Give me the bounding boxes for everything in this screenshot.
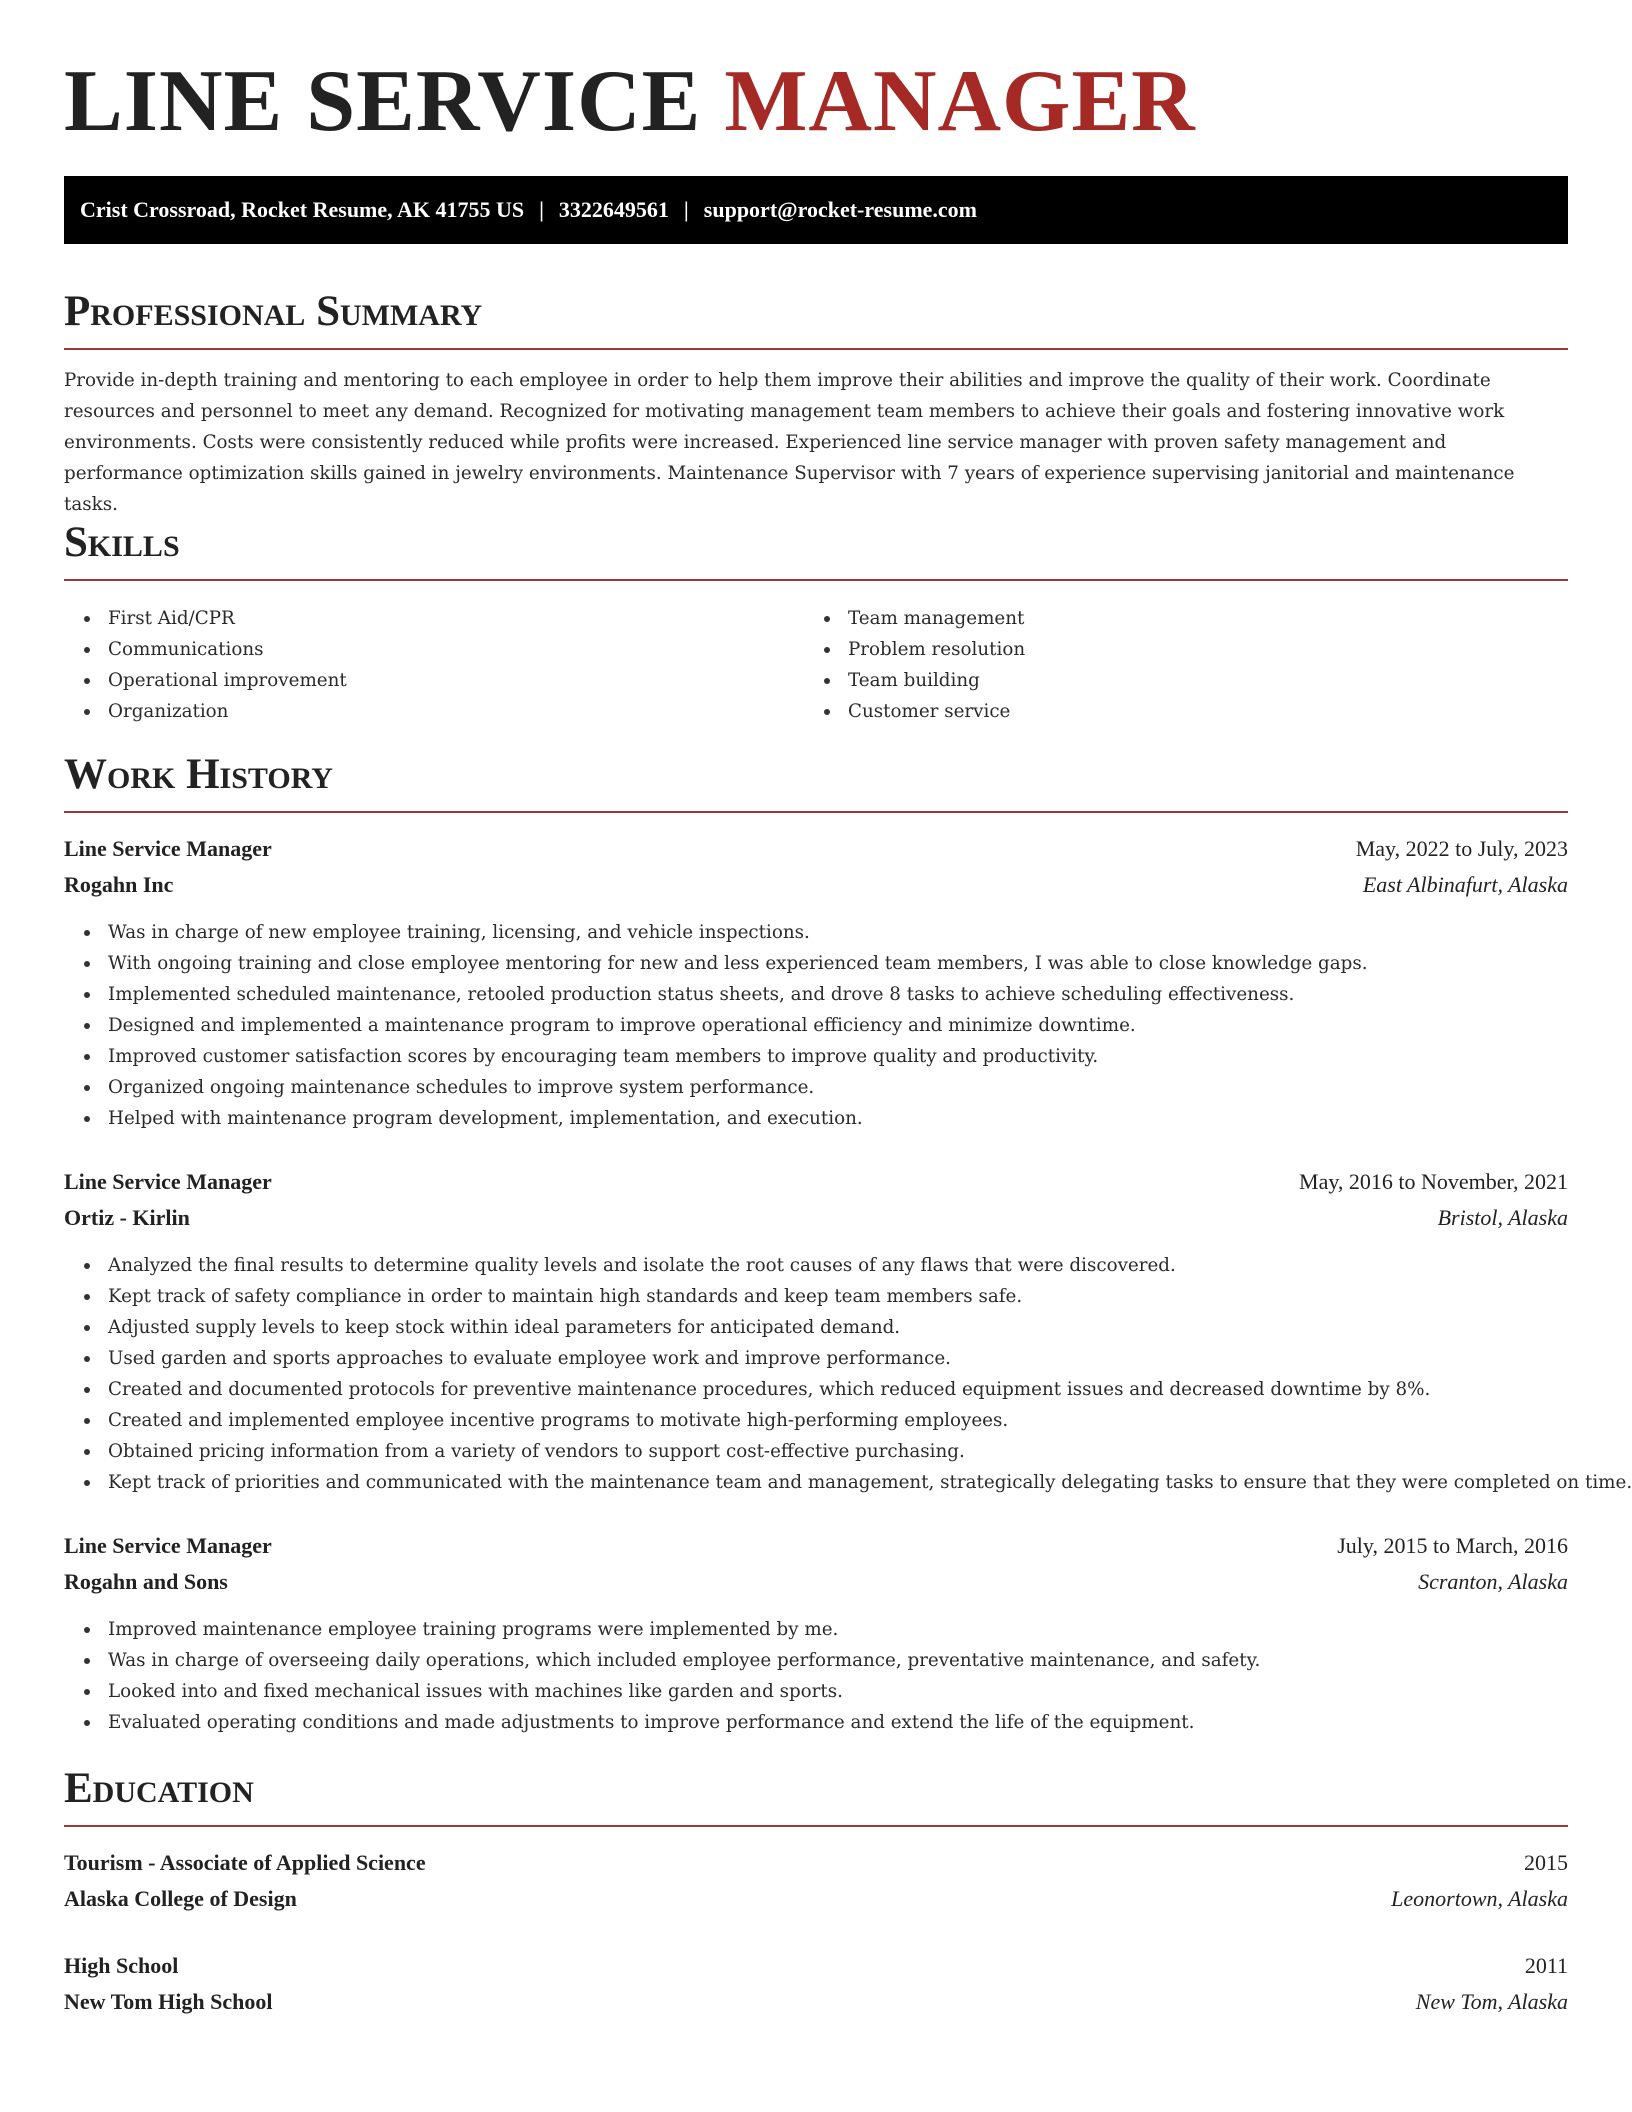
job-bullet: Adjusted supply levels to keep stock within ideal parameters for anticipated demand. bbox=[64, 1312, 1568, 1343]
skill-item: Team management bbox=[804, 603, 1504, 634]
job-bullet: Improved maintenance employee training programs were implemented by me. bbox=[64, 1614, 1568, 1645]
job-bullet: Kept track of priorities and communicated with the maintenance team and management, strategically delegating tasks to ensure that they were completed on time. bbox=[64, 1467, 1568, 1498]
skill-item: First Aid/CPR bbox=[64, 603, 764, 634]
job-location: Bristol, Alaska bbox=[1437, 1205, 1568, 1230]
work-history-heading: Work History bbox=[64, 751, 333, 798]
job-location: East Albinafurt, Alaska bbox=[1362, 872, 1568, 897]
education-degree: Tourism - Associate of Applied Science bbox=[64, 1850, 426, 1875]
title-primary: LINE SERVICE bbox=[64, 53, 702, 150]
contact-address: Crist Crossroad, Rocket Resume, AK 41755 US bbox=[80, 197, 525, 222]
job-header bbox=[64, 1528, 1568, 1600]
job-bullet: With ongoing training and close employee mentoring for new and less experienced team members, I was able to close knowledge gaps. bbox=[64, 948, 1568, 979]
job-company: Rogahn and Sons bbox=[64, 1569, 228, 1594]
job-location: Scranton, Alaska bbox=[1418, 1569, 1568, 1594]
job-bullets bbox=[64, 1614, 1568, 1738]
skill-item: Organization bbox=[64, 696, 764, 727]
job-bullet: Created and documented protocols for preventive maintenance procedures, which reduced equipment issues and decreased downtime by 8%. bbox=[64, 1374, 1568, 1405]
education-location: Leonortown, Alaska bbox=[1391, 1886, 1568, 1911]
skill-item: Communications bbox=[64, 634, 764, 665]
summary-text: Provide in-depth training and mentoring to each employee in order to help them improve their abilities and improve the quality of their work. Coordinate resources and personnel to meet any demand. Recognized for motivating management team members to achieve their goals and fostering innovative work environments. Costs were consistently reduced while profits were increased. Experienced line service manager with proven safety management and performance optimization skills gained in jewelry environments. Maintenance Supervisor with 7 years of experience supervising janitorial and maintenance tasks. bbox=[64, 370, 1515, 515]
job-bullet: Organized ongoing maintenance schedules to improve system performance. bbox=[64, 1072, 1568, 1103]
job-bullet: Evaluated operating conditions and made adjustments to improve performance and extend the life of the equipment. bbox=[64, 1707, 1568, 1738]
job-bullet: Helped with maintenance program development, implementation, and execution. bbox=[64, 1103, 1568, 1134]
job-title: Line Service Manager bbox=[64, 1533, 272, 1558]
job-title: Line Service Manager bbox=[64, 1169, 272, 1194]
job-bullet: Looked into and fixed mechanical issues with machines like garden and sports. bbox=[64, 1676, 1568, 1707]
education-entry bbox=[64, 1948, 1568, 2020]
education-year: 2015 bbox=[1524, 1850, 1568, 1875]
job-bullets bbox=[64, 917, 1568, 1134]
job-company: Ortiz - Kirlin bbox=[64, 1205, 190, 1230]
job-bullet: Kept track of safety compliance in order to maintain high standards and keep team members safe. bbox=[64, 1281, 1568, 1312]
section-divider bbox=[64, 579, 1568, 581]
education-school: New Tom High School bbox=[64, 1989, 273, 2014]
job-bullet: Designed and implemented a maintenance program to improve operational efficiency and minimize downtime. bbox=[64, 1010, 1568, 1041]
job-header bbox=[64, 1164, 1568, 1236]
job-bullet: Improved customer satisfaction scores by encouraging team members to improve quality and productivity. bbox=[64, 1041, 1568, 1072]
contact-bar bbox=[64, 176, 1568, 244]
job-title: Line Service Manager bbox=[64, 836, 272, 861]
skills-list-left bbox=[64, 603, 764, 727]
job-bullet: Was in charge of overseeing daily operations, which included employee performance, preventative maintenance, and safety. bbox=[64, 1645, 1568, 1676]
education-entry bbox=[64, 1845, 1568, 1917]
job-header bbox=[64, 831, 1568, 903]
job-company: Rogahn Inc bbox=[64, 872, 174, 897]
skill-item: Problem resolution bbox=[804, 634, 1504, 665]
skill-item: Customer service bbox=[804, 696, 1504, 727]
resume-title bbox=[64, 52, 1196, 152]
job-bullets bbox=[64, 1250, 1632, 1498]
section-divider bbox=[64, 811, 1568, 813]
education-heading: Education bbox=[64, 1765, 254, 1812]
job-dates: May, 2022 to July, 2023 bbox=[1355, 836, 1568, 861]
contact-separator: | bbox=[539, 197, 544, 222]
job-dates: July, 2015 to March, 2016 bbox=[1337, 1533, 1568, 1558]
skills-heading: Skills bbox=[64, 519, 180, 566]
skill-item: Team building bbox=[804, 665, 1504, 696]
job-bullet: Was in charge of new employee training, licensing, and vehicle inspections. bbox=[64, 917, 1568, 948]
summary-heading: Professional Summary bbox=[64, 288, 483, 335]
education-degree: High School bbox=[64, 1953, 179, 1978]
job-bullet: Obtained pricing information from a variety of vendors to support cost-effective purchasing. bbox=[64, 1436, 1568, 1467]
job-bullet: Created and implemented employee incentive programs to motivate high-performing employees. bbox=[64, 1405, 1568, 1436]
contact-phone[interactable]: 3322649561 bbox=[558, 197, 669, 222]
section-divider bbox=[64, 348, 1568, 350]
education-location: New Tom, Alaska bbox=[1415, 1989, 1568, 2014]
skills-list-right bbox=[804, 603, 1504, 727]
contact-email[interactable]: support@rocket-resume.com bbox=[703, 197, 977, 222]
title-accent: MANAGER bbox=[724, 53, 1196, 150]
job-bullet: Analyzed the final results to determine quality levels and isolate the root causes of any flaws that were discovered. bbox=[64, 1250, 1568, 1281]
job-bullet: Implemented scheduled maintenance, retooled production status sheets, and drove 8 tasks to achieve scheduling effectiveness. bbox=[64, 979, 1568, 1010]
education-year: 2011 bbox=[1524, 1953, 1568, 1978]
education-school: Alaska College of Design bbox=[64, 1886, 297, 1911]
section-divider bbox=[64, 1825, 1568, 1827]
job-bullet: Used garden and sports approaches to evaluate employee work and improve performance. bbox=[64, 1343, 1568, 1374]
job-dates: May, 2016 to November, 2021 bbox=[1299, 1169, 1568, 1194]
contact-separator: | bbox=[683, 197, 689, 222]
skill-item: Operational improvement bbox=[64, 665, 764, 696]
